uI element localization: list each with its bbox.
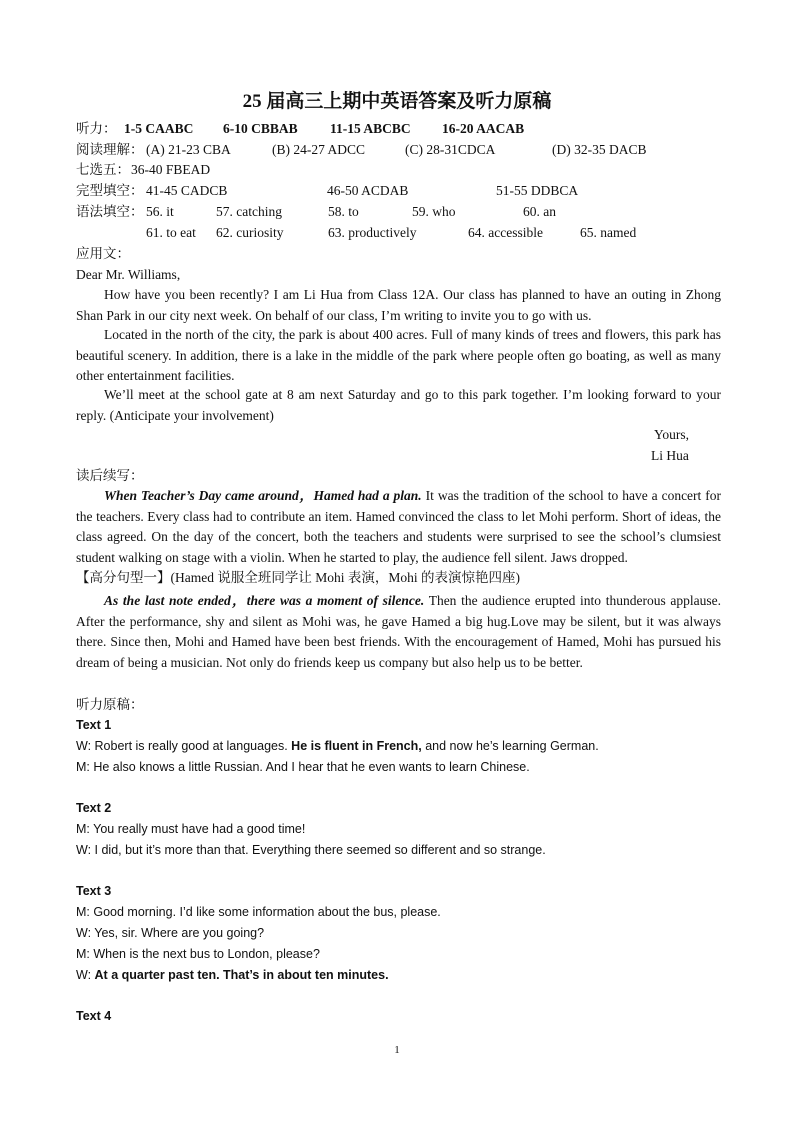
cloze-answers-3: 51-55 DDBCA [496, 183, 579, 198]
reading-b: (B) 24-27 ADCC [272, 142, 366, 157]
dialogue-line: W: At a quarter past ten. That’s in about ten minutes. [76, 968, 389, 982]
continuation-lead-sentence: As the last note ended，there was a moment of silence. [104, 593, 425, 608]
grammar-answer: 65. named [580, 225, 637, 240]
grammar-answer: 60. an [523, 204, 556, 219]
letter-paragraph: Located in the north of the city, the park is about 400 acres. Full of many kinds of trees and flowers, this park has beautiful scenery. In addition, there is a lake in the middle of the park where people often go boating, as well as many other entertainment facilities. [76, 327, 721, 383]
listening-answers-4: 16-20 AACAB [442, 121, 525, 136]
continuation-paragraph-2 [76, 591, 721, 673]
dialogue-line: M: When is the next bus to London, please? [76, 947, 320, 961]
reading-d: (D) 32-35 DACB [552, 142, 647, 157]
grammar-answer: 59. who [412, 204, 456, 219]
seven-label: 七选五： [76, 162, 130, 177]
dialogue-line: W: Robert is really good at languages. He is fluent in French, and now he’s learning German. [76, 739, 599, 753]
continuation-note: 【高分句型一】(Hamed 说服全班同学让 Mohi 表演，Mohi 的表演惊艳四座) [76, 570, 520, 585]
dialogue-line: W: Yes, sir. Where are you going? [76, 926, 265, 940]
cloze-answers-2: 46-50 ACDAB [327, 183, 409, 198]
cloze-label: 完型填空： [76, 183, 144, 198]
grammar-answer: 64. accessible [468, 225, 543, 240]
listening-label: 听力： [76, 121, 117, 136]
page-title: 25 届高三上期中英语答案及听力原稿 [242, 91, 552, 112]
letter-signature: Li Hua [651, 448, 689, 463]
dialogue-line: M: He also knows a little Russian. And I hear that he even wants to learn Chinese. [76, 760, 530, 774]
grammar-label: 语法填空： [76, 204, 144, 219]
transcript-label: 听力原稿： [76, 697, 144, 712]
dialogue-line: W: I did, but it’s more than that. Everything there seemed so different and so strange. [76, 843, 546, 857]
letter-closing: Yours, [654, 427, 690, 442]
seven-answers: 36-40 FBEAD [131, 162, 211, 177]
letter-salutation: Dear Mr. Williams, [76, 267, 181, 282]
grammar-answer: 62. curiosity [216, 225, 284, 240]
letter-paragraph: How have you been recently? I am Li Hua from Class 12A. Our class has planned to have an outing in Zhong Shan Park in our city next week. On behalf of our class, I’m writing to invite you to go with us. [76, 287, 721, 323]
continuation-paragraph-1 [76, 486, 721, 589]
grammar-answer: 58. to [328, 204, 359, 219]
text-heading: Text 3 [76, 884, 112, 898]
cloze-answers-1: 41-45 CADCB [146, 183, 228, 198]
continuation-body: Then the audience erupted into thunderous applause. After the performance, shy and silent as Mohi was, he gave Hamed a big hug.Love may be silent, but it was always there. Since then, Mohi and Hamed have been best friends. With the encouragement of Hamed, Mohi has pursued his dream of being a musician. Not only do friends keep us company but also help us to be better. [76, 593, 721, 670]
letter-paragraph: We’ll meet at the school gate at 8 am next Saturday and go to this park together. I’m looking forward to your reply. (Anticipate your involvement) [76, 387, 721, 423]
dialogue-line: M: You really must have had a good time! [76, 822, 306, 836]
page-number: 1 [394, 1044, 400, 1056]
reading-c: (C) 28-31CDCA [405, 142, 496, 157]
reading-a: (A) 21-23 CBA [146, 142, 231, 157]
text-heading: Text 1 [76, 718, 112, 732]
grammar-answer: 61. to eat [146, 225, 196, 240]
continuation-body: It was the tradition of the school to have a concert for the teachers. Every class had to contribute an item. Hamed convinced the class to let Mohi perform. Short of ideas, the class agreed. On the day of the concert, both the teachers and students were surprised to see the school’s clumsiest student walking on stage with a violin. When he started to play, the audience fell silent. Jaws dropped. [76, 488, 721, 565]
continuation-lead-sentence: When Teacher’s Day came around，Hamed had a plan. [104, 488, 422, 503]
reading-label: 阅读理解： [76, 142, 144, 157]
dialogue-line: M: Good morning. I’d like some information about the bus, please. [76, 905, 441, 919]
grammar-answer: 63. productively [328, 225, 417, 240]
listening-answers-2: 6-10 CBBAB [223, 121, 298, 136]
text-heading: Text 2 [76, 801, 112, 815]
applied-writing-label: 应用文： [76, 246, 130, 261]
text-heading: Text 4 [76, 1009, 112, 1023]
grammar-answer: 56. it [146, 204, 174, 219]
continuation-label: 读后续写： [76, 468, 144, 483]
grammar-answer: 57. catching [216, 204, 282, 219]
listening-answers-3: 11-15 ABCBC [330, 121, 411, 136]
listening-answers-1: 1-5 CAABC [124, 121, 194, 136]
